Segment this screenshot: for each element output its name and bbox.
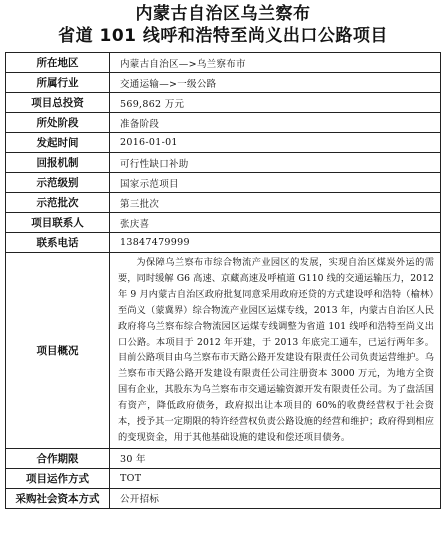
field-value: 交通运输—>一级公路 bbox=[110, 73, 441, 93]
field-label: 所属行业 bbox=[6, 73, 110, 93]
field-label: 回报机制 bbox=[6, 153, 110, 173]
field-value: 准备阶段 bbox=[110, 113, 441, 133]
table-row bbox=[6, 448, 441, 468]
field-value: 可行性缺口补助 bbox=[110, 153, 441, 173]
field-label: 示范批次 bbox=[6, 193, 110, 213]
table-row bbox=[6, 488, 441, 508]
field-label: 合作期限 bbox=[6, 448, 110, 468]
table-row bbox=[6, 133, 441, 153]
field-label: 所处阶段 bbox=[6, 113, 110, 133]
field-label: 项目联系人 bbox=[6, 213, 110, 233]
field-label: 所在地区 bbox=[6, 53, 110, 73]
field-value: 13847479999 bbox=[110, 233, 441, 253]
title-line-2: 省道 101 线呼和浩特至尚义出口公路项目 bbox=[58, 26, 388, 46]
field-value: 张庆喜 bbox=[110, 213, 441, 233]
table-row bbox=[6, 193, 441, 213]
field-value: 2016-01-01 bbox=[110, 133, 441, 153]
table-row bbox=[6, 73, 441, 93]
title-line-1: 内蒙古自治区乌兰察布 bbox=[135, 4, 311, 24]
table-row bbox=[6, 53, 441, 73]
field-value: 30 年 bbox=[110, 448, 441, 468]
project-info-table bbox=[5, 52, 441, 509]
field-label: 项目概况 bbox=[6, 253, 110, 449]
field-label: 示范级别 bbox=[6, 173, 110, 193]
table-row bbox=[6, 213, 441, 233]
field-value: 内蒙古自治区—>乌兰察布市 bbox=[110, 53, 441, 73]
document-title bbox=[0, 0, 446, 52]
field-value: 569,862 万元 bbox=[110, 93, 441, 113]
project-overview-text bbox=[110, 253, 441, 449]
table-row bbox=[6, 233, 441, 253]
field-label: 联系电话 bbox=[6, 233, 110, 253]
table-row-overview bbox=[6, 253, 441, 449]
field-label: 采购社会资本方式 bbox=[6, 488, 110, 508]
overview-paragraph: 为保障乌兰察布市综合物流产业园区的发展，实现自治区煤炭外运的需要，同时缓解 G6 高速、京藏高速及呼植道 G110 线的交通运输压力，2012 年 9 月内蒙古自治区政府批复同意采用政府还贷的方式建设呼和浩特（榆林）至尚义（蒙冀界）综合物流产业园区运煤专线，2013 年，内蒙古自治区人民政府将乌兰察布综合物流园区运煤专线调整为省道 101 线呼和浩特至尚义出口公路。本项目于 2012 年开建，于 2013 年底完工通车，已运行两年多。目前公路项目由乌兰察布市天路公路开发建设有限责任公司负责运营维护。乌兰察布市天路公路开发建设有限责任公司注册资本 3000 万元，为地方全资国有企业，其股东为乌兰察布市交通运输资源开发有限责任公司。为了盘活国有资产，降低政府债务，政府拟出让本项目的 60%的收费经营权于社会资本，授予其一定期限的特许经营权负责公路设施的经营和维护；政府得到相应的变现资金，用于其他基础设施的建设和偿还项目债务。 bbox=[118, 257, 434, 443]
table-row bbox=[6, 93, 441, 113]
field-value: TOT bbox=[110, 468, 441, 488]
field-value: 国家示范项目 bbox=[110, 173, 441, 193]
field-value: 第三批次 bbox=[110, 193, 441, 213]
table-row bbox=[6, 153, 441, 173]
field-label: 项目运作方式 bbox=[6, 468, 110, 488]
field-label: 项目总投资 bbox=[6, 93, 110, 113]
field-value: 公开招标 bbox=[110, 488, 441, 508]
table-row bbox=[6, 113, 441, 133]
table-row bbox=[6, 173, 441, 193]
field-label: 发起时间 bbox=[6, 133, 110, 153]
table-row bbox=[6, 468, 441, 488]
